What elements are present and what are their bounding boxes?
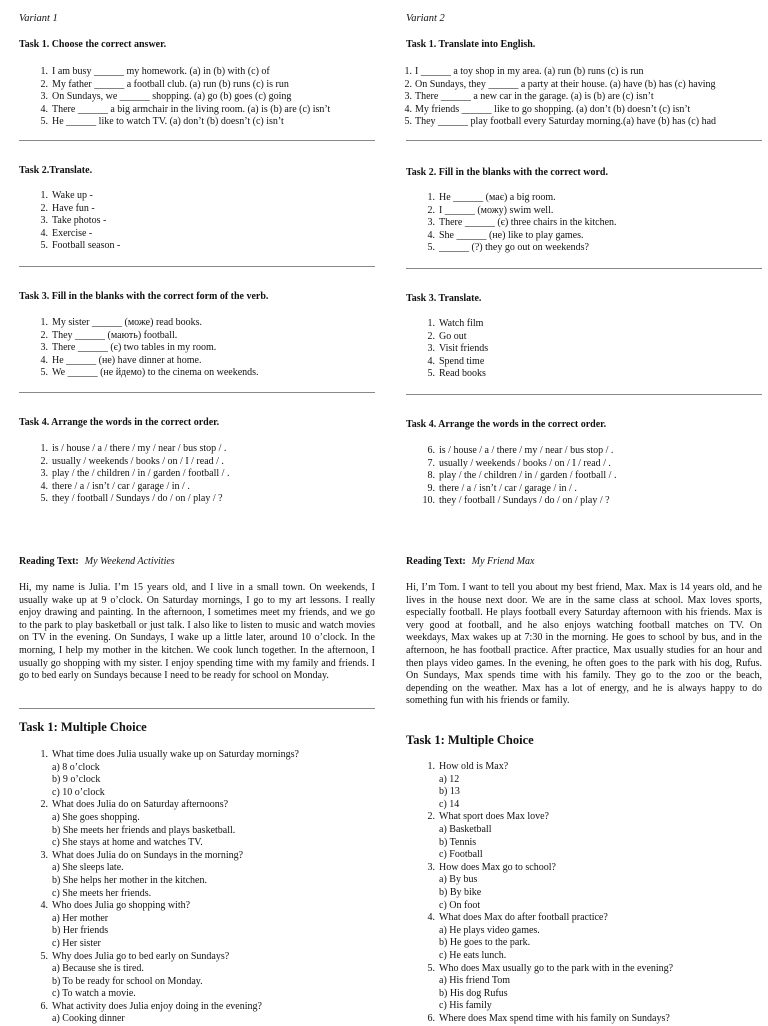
list-item: 10. they / football / Sundays / do / on / play / ? [422, 495, 610, 507]
list-item: 2. usually / weekends / books / on / I / read / . [40, 455, 224, 467]
task-title: Task 2. Fill in the blanks with the correct word. [406, 167, 608, 178]
task-list [19, 443, 375, 506]
answer-option: c) 10 o’clock [52, 786, 105, 798]
answer-option: b) Her friends [52, 925, 109, 937]
list-item: 5. They ______ play football every Saturday morning.(a) have (b) has (c) had [404, 116, 717, 128]
question-item: 3. What does Julia do on Sundays in the morning? [40, 849, 244, 861]
question-item: 4. What does Max do after football practice? [427, 912, 608, 924]
question-item: 1. How old is Max? [427, 761, 509, 772]
answer-option: b) To be ready for school on Monday. [52, 975, 203, 987]
answer-option: c) She meets her friends. [52, 887, 152, 899]
list-item: 3. There ______ (є) two tables in my room. [40, 342, 217, 354]
list-item: 3. play / the / children / in / garden / football / . [40, 468, 230, 480]
answer-option: a) Her mother [52, 912, 109, 924]
answer-option: c) On foot [439, 899, 481, 911]
task-list [19, 317, 375, 380]
multiple-choice-list [19, 749, 375, 1026]
answer-option: c) Her sister [52, 937, 101, 949]
divider [19, 266, 375, 267]
list-item: 3. There ______ a new car in the garage. (a) is (b) are (c) isn’t [404, 91, 654, 103]
list-item: 4. Exercise - [40, 227, 93, 239]
answer-option: c) His family [439, 1000, 492, 1012]
question-item: 5. Who does Max usually go to the park with in the evening? [427, 962, 674, 974]
list-item: 5. He ______ like to watch TV. (a) don’t (b) doesn’t (c) isn’t [40, 116, 284, 128]
answer-option: b) By bike [439, 886, 482, 898]
reading-title: My Weekend Activities [84, 556, 175, 567]
question-item: 1. What time does Julia usually wake up on Saturday mornings? [40, 749, 299, 760]
list-item: 1. My sister ______ (може) read books. [40, 317, 203, 328]
multiple-choice-list [406, 761, 762, 1025]
task-list [406, 318, 762, 381]
list-item: 8. play / the / children / in / garden / football / . [427, 470, 617, 482]
list-item: 5. they / football / Sundays / do / on / play / ? [40, 493, 223, 505]
answer-option: b) Tennis [439, 836, 477, 848]
answer-option: a) She sleeps late. [52, 862, 124, 874]
list-item: 2. Have fun - [40, 202, 95, 214]
list-item: 6. is / house / a / there / my / near / bus stop / . [427, 445, 614, 456]
reading-heading [406, 556, 762, 569]
answer-option: b) She helps her mother in the kitchen. [52, 874, 207, 886]
reading-heading [19, 556, 375, 569]
list-item: 5. Read books [427, 368, 486, 380]
list-item: 4. Spend time [427, 355, 485, 367]
list-item: 3. Visit friends [427, 343, 489, 355]
list-item: 2. My father ______ a football club. (a) run (b) runs (c) is run [40, 78, 289, 90]
divider [406, 394, 762, 395]
list-item: 5. We ______ (не йдемо) to the cinema on weekends. [40, 367, 259, 379]
task-title: Task 1. Translate into English. [406, 39, 536, 50]
list-item: 1. Watch film [427, 318, 484, 329]
list-item: 3. On Sundays, we ______ shopping. (a) go (b) goes (c) going [40, 91, 292, 103]
list-item: 5. ______ (?) they go out on weekends? [427, 242, 589, 254]
question-item: 2. What does Julia do on Saturday afternoons? [40, 799, 229, 811]
answer-option: a) 8 o’clock [52, 761, 100, 773]
task-list [406, 445, 762, 508]
list-item: 3. There ______ (є) three chairs in the kitchen. [427, 217, 617, 229]
task-list [406, 192, 762, 255]
task-list [19, 190, 375, 253]
task-list [19, 66, 375, 129]
list-item: 1. He ______ (має) a big room. [427, 192, 556, 203]
answer-option: b) She meets her friends and plays basketball. [52, 824, 236, 836]
task-title: Task 1. Choose the correct answer. [19, 39, 167, 50]
list-item: 2. They ______ (мають) football. [40, 329, 178, 341]
list-item: 4. There ______ a big armchair in the living room. (a) is (b) are (c) isn’t [40, 103, 331, 115]
list-item: 9. there / a / isn’t / car / garage / in / . [427, 482, 577, 494]
answer-option: b) 9 o’clock [52, 774, 101, 786]
list-item: 1. I ______ a toy shop in my area. (a) run (b) runs (c) is run [404, 66, 644, 77]
task-title: Task 4. Arrange the words in the correct order. [19, 417, 220, 428]
answer-option: b) His dog Rufus [439, 987, 508, 999]
reading-label: Reading Text: [19, 556, 79, 567]
divider [19, 708, 375, 709]
task-title: Task 3. Fill in the blanks with the correct form of the verb. [19, 291, 269, 302]
divider [406, 268, 762, 269]
list-item: 2. Go out [427, 330, 467, 342]
answer-option: a) His friend Tom [439, 975, 511, 987]
section-title: Task 1: Multiple Choice [406, 733, 534, 747]
list-item: 4. there / a / isn’t / car / garage / in / . [40, 480, 190, 492]
answer-option: c) To watch a movie. [52, 988, 136, 1000]
answer-option: b) 13 [439, 786, 460, 798]
divider [406, 140, 762, 141]
answer-option: a) She goes shopping. [52, 811, 140, 823]
list-item: 4. He ______ (не) have dinner at home. [40, 354, 202, 366]
answer-option: a) By bus [439, 874, 478, 886]
list-item: 7. usually / weekends / books / on / I / read / . [427, 457, 611, 469]
list-item: 2. On Sundays, they ______ a party at their house. (a) have (b) has (c) having [404, 78, 716, 90]
divider [19, 140, 375, 141]
task-title: Task 3. Translate. [406, 293, 482, 304]
reading-text: Hi, I’m Tom. I want to tell you about my best friend, Max. Max is 14 years old, and he lives in the house next door. We are in the same class at school. Max loves sports, especially football. He plays football every Saturday afternoon with his friends. Max is very good at football, and he also enjoys watching football matches on TV. On weekdays, Max wakes up at 7:30 in the morning. He goes to school by bus, and in the afternoon, he has football practice. After practice, Max usually studies for an hour and then plays video games. In the evening, he often goes to the park with his dog, Rufus. On Sundays, Max spends time with his family. They go to the zoo or the beach, depending on the weather. Max has a lot of energy, and he is always happy to do something fun with his friends or family. [406, 582, 762, 707]
list-item: 4. She ______ (не) like to play games. [427, 229, 584, 241]
list-item: 1. is / house / a / there / my / near / bus stop / . [40, 443, 227, 454]
answer-option: c) 14 [439, 798, 460, 810]
answer-option: c) Football [439, 849, 483, 861]
task-list [406, 66, 762, 129]
variant-label: Variant 2 [406, 13, 445, 24]
answer-option: a) Cooking dinner [52, 1013, 125, 1025]
answer-option: c) He eats lunch. [439, 949, 507, 961]
reading-text: Hi, my name is Julia. I’m 15 years old, and I live in a small town. On weekends, I usually wake up at 9 o’clock. On Saturday mornings, I go to my art lessons. I really enjoy drawing and painting. In the afternoon, I sometimes meet my friends, and we go to the park to play basketball or just talk. I also like to listen to music and watch movies on TV in the evening. On Sundays, I wake up a little later, around 10 o’clock. In the morning, I help my mother in the kitchen. We cook lunch together. In the afternoon, I usually go shopping with my sister. I enjoy spending time with my family and friends. I go to bed early on Sundays because I need to be ready for school on Monday. [19, 582, 375, 682]
list-item: 1. I am busy ______ my homework. (a) in (b) with (c) of [40, 66, 270, 77]
answer-option: a) 12 [439, 773, 460, 785]
answer-option: a) Basketball [439, 823, 492, 835]
question-item: 3. How does Max go to school? [427, 861, 556, 873]
list-item: 5. Football season - [40, 240, 121, 252]
list-item: 1. Wake up - [40, 190, 93, 201]
list-item: 3. Take photos - [40, 215, 107, 227]
question-item: 5. Why does Julia go to bed early on Sundays? [40, 950, 230, 962]
divider [19, 392, 375, 393]
reading-title: My Friend Max [471, 556, 535, 567]
task-title: Task 2.Translate. [19, 165, 93, 176]
answer-option: a) He plays video games. [439, 924, 540, 936]
list-item: 2. I ______ (можу) swim well. [427, 204, 554, 216]
section-title: Task 1: Multiple Choice [19, 720, 147, 734]
question-item: 6. What activity does Julia enjoy doing in the evening? [40, 1000, 262, 1012]
question-item: 2. What sport does Max love? [427, 811, 549, 823]
variant-label: Variant 1 [19, 13, 58, 24]
answer-option: b) He goes to the park. [439, 937, 531, 949]
question-item: 6. Where does Max spend time with his family on Sundays? [427, 1012, 670, 1024]
reading-label: Reading Text: [406, 556, 466, 567]
list-item: 4. My friends ______ like to go shopping. (a) don’t (b) doesn’t (c) isn’t [404, 103, 691, 115]
question-item: 4. Who does Julia go shopping with? [40, 900, 191, 912]
answer-option: c) She stays at home and watches TV. [52, 837, 203, 849]
task-title: Task 4. Arrange the words in the correct order. [406, 419, 607, 430]
answer-option: a) Because she is tired. [52, 963, 144, 975]
